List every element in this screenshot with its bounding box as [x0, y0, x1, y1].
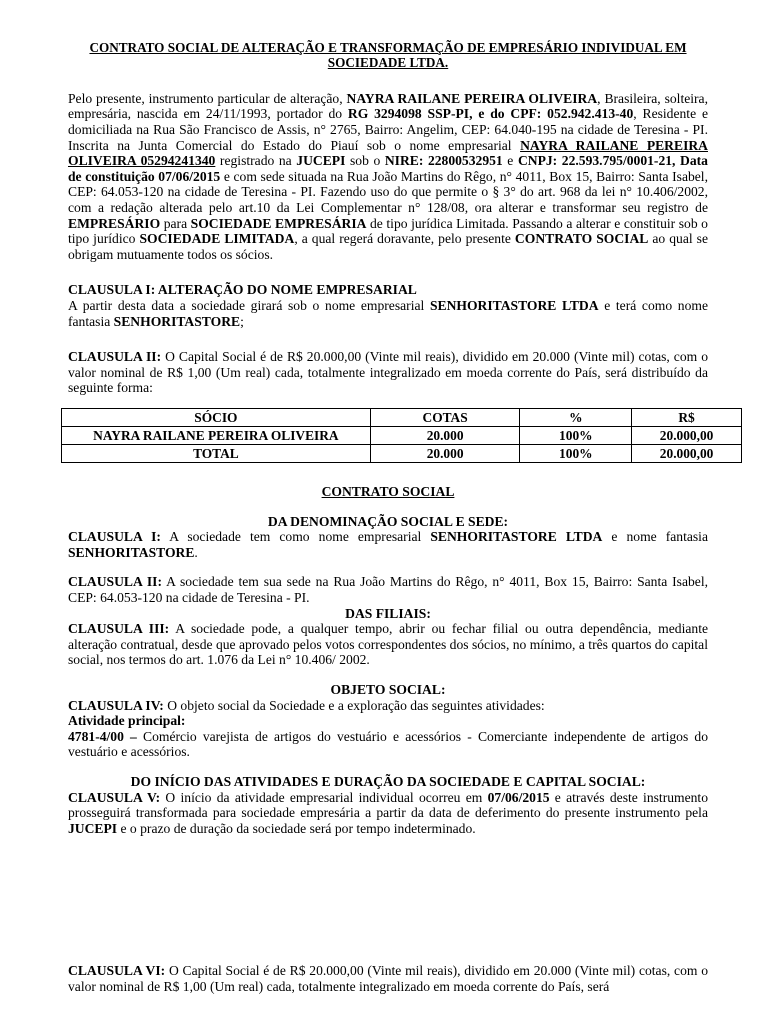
sociedade-empresaria-label: SOCIEDADE EMPRESÁRIA	[190, 215, 367, 231]
intro-text: de tipo jurídica Limitada. Passando a alterar e constituir sob o tipo jurídico	[68, 215, 708, 247]
section-heading: DO INÍCIO DAS ATIVIDADES E DURAÇÃO DA SOCIEDADE E CAPITAL SOCIAL:	[130, 773, 646, 789]
header-socio: SÓCIO	[62, 409, 371, 427]
table-cell: 20.000	[370, 445, 520, 463]
clause2-paragraph	[68, 349, 708, 396]
clause-text: O Capital Social é de R$ 20.000,00 (Vinte mil reais), dividido em 20.000 (Vinte mil) cotas, com o valor nominal de R$ 1,00 (Um real) cada, totalmente integralizado em moeda corrente do País, será	[68, 963, 708, 994]
clause-text: A sociedade pode, a qualquer tempo, abrir ou fechar filial ou outra dependência, mediante alteração contratual, desde que aprovado pelos votos correspondentes dos sócios, no mínimo, a três quartos do capital social, nos termos do art. 1.076 da Lei n° 10.406/ 2002.	[68, 621, 708, 668]
company-name: SENHORITASTORE LTDA	[430, 529, 603, 545]
clause-text: A sociedade tem sua sede na Rua João Martins do Rêgo, n° 4011, Box 15, Bairro: Santa Isabel, CEP: 64.053-120 na cidade de Teresina - PI.	[68, 574, 708, 605]
table-cell: 20.000,00	[632, 445, 742, 463]
trade-name: SENHORITASTORE	[68, 544, 195, 560]
clause1-paragraph	[68, 298, 708, 329]
contrato-social-title: CONTRATO SOCIAL	[321, 484, 455, 499]
intro-text: , Brasileira, solteira, empresária, nascida em 24/11/1993, portador do	[68, 90, 708, 122]
clause-label: CLAUSULA II:	[68, 349, 162, 365]
intro-paragraph	[68, 91, 708, 263]
contrato-clause6-section	[68, 963, 708, 994]
contrato-clause5	[68, 790, 708, 837]
partner-name: NAYRA RAILANE PEREIRA OLIVEIRA	[346, 90, 598, 106]
empresario-label: EMPRESÁRIO	[68, 215, 161, 231]
former-business-name: NAYRA RAILANE PEREIRA OLIVEIRA 05294241340	[68, 137, 708, 169]
contrato-clause3	[68, 621, 708, 668]
nire-number: NIRE: 22800532951	[384, 153, 503, 169]
jucepi-label: JUCEPI	[68, 820, 118, 836]
clause-text: A sociedade tem como nome empresarial	[160, 529, 431, 545]
intro-text: , Residente e domiciliada na Rua São Francisco de Assis, n° 2765, Bairro: Angelim, CEP: 64.040-195 na cidade de Teresina - PI. Inscrita na Junta Comercial do Estado do Piauí sob o nome empresarial	[68, 106, 708, 153]
clause1-heading: CLAUSULA I: ALTERAÇÃO DO NOME EMPRESARIAL	[68, 282, 417, 298]
table-cell: 100%	[520, 445, 632, 463]
document-page	[68, 40, 708, 396]
clause-text: A partir desta data a sociedade girará sob o nome empresarial	[68, 297, 430, 313]
clause-text: e nome fantasia	[602, 529, 708, 545]
contrato-clause2	[68, 574, 708, 605]
table-cell: 20.000,00	[632, 427, 742, 445]
activity-code: 4781-4/00 –	[68, 728, 137, 744]
intro-text: Pelo presente, instrumento particular de alteração,	[68, 90, 347, 106]
trade-name: SENHORITASTORE	[113, 313, 241, 329]
quota-table	[61, 408, 742, 463]
section-heading: OBJETO SOCIAL:	[330, 681, 446, 697]
contrato-clause6	[68, 963, 708, 994]
contrato-clause4	[68, 698, 708, 714]
clause-label: CLAUSULA III:	[68, 621, 170, 637]
activity-paragraph	[68, 729, 708, 760]
cnpj-number: CNPJ: 22.593.795/0001-21, Data de constituição 07/06/2015	[68, 153, 708, 184]
intro-text: registrado na	[215, 153, 297, 169]
header-valor: R$	[632, 409, 742, 427]
clause-text: ;	[240, 313, 244, 329]
table-cell: NAYRA RAILANE PEREIRA OLIVEIRA	[62, 427, 371, 445]
intro-text: e	[502, 153, 518, 169]
activity-label: Atividade principal:	[68, 713, 186, 729]
table-row	[62, 445, 742, 463]
clause-text: .	[194, 544, 198, 560]
clause-label: CLAUSULA IV:	[68, 697, 164, 713]
intro-text: ao qual se obrigam mutuamente todos os sócios.	[68, 231, 708, 262]
table-row	[62, 427, 742, 445]
intro-text: para	[160, 215, 191, 231]
intro-text: , a qual regerá doravante, pelo presente	[294, 231, 515, 247]
clause-label: CLAUSULA II:	[68, 574, 162, 590]
sociedade-limitada-label: SOCIEDADE LIMITADA	[139, 231, 295, 247]
clause-text: O Capital Social é de R$ 20.000,00 (Vinte mil reais), dividido em 20.000 (Vinte mil) cotas, com o valor nominal de R$ 1,00 (Um real) cada, totalmente integralizado em moeda corrente do País, será distribuído da seguinte forma:	[68, 349, 708, 396]
clause-label: CLAUSULA I:	[68, 529, 161, 545]
clause-label: CLAUSULA V:	[68, 789, 161, 805]
document-title: CONTRATO SOCIAL DE ALTERAÇÃO E TRANSFORMAÇÃO DE EMPRESÁRIO INDIVIDUAL EM SOCIEDADE LTDA.	[89, 40, 687, 71]
clause-text: e o prazo de duração da sociedade será por tempo indeterminado.	[117, 820, 476, 836]
contrato-social-section	[68, 484, 708, 836]
contrato-social-label: CONTRATO SOCIAL	[514, 231, 649, 247]
section-heading: DA DENOMINAÇÃO SOCIAL E SEDE:	[267, 513, 509, 529]
header-cotas: COTAS	[370, 409, 520, 427]
clause-label: CLAUSULA VI:	[68, 963, 166, 978]
table-cell: 100%	[520, 427, 632, 445]
header-percent: %	[520, 409, 632, 427]
table-cell: TOTAL	[62, 445, 371, 463]
table-cell: 20.000	[370, 427, 520, 445]
clause-text: O início da atividade empresarial individual ocorreu em	[160, 789, 488, 805]
clause-text: e terá como nome fantasia	[68, 297, 708, 329]
table-header-row	[62, 409, 742, 427]
clause-text: O objeto social da Sociedade e a exploração das seguintes atividades:	[163, 697, 545, 713]
section-heading: DAS FILIAIS:	[345, 605, 431, 621]
intro-text: e com sede situada na Rua João Martins do Rêgo, n° 4011, Box 15, Bairro: Santa Isabel, CEP: 64.053-120 na cidade de Teresina - PI. Fazendo uso do que permite o § 3° do art. 968 da lei n° 10.406/2002, com a redação alterada pelo art.10 da Lei Complementar n° 128/08, ora alterar e transformar seu registro de	[68, 168, 708, 215]
start-date: 07/06/2015	[487, 789, 550, 805]
contrato-clause1	[68, 529, 708, 560]
company-name: SENHORITASTORE LTDA	[429, 297, 599, 313]
clause-text: e através deste instrumento prosseguirá transformada para sociedade empresária a partir da data de deferimento do presente instrumento pela	[68, 789, 708, 821]
partner-documents: RG 3294098 SSP-PI, e do CPF: 052.942.413-40	[347, 106, 634, 122]
jucepi-label: JUCEPI	[296, 153, 346, 169]
activity-text: Comércio varejista de artigos do vestuário e acessórios - Comerciante independente de artigos do vestuário e acessórios.	[68, 728, 709, 760]
intro-text: sob o	[345, 153, 385, 169]
